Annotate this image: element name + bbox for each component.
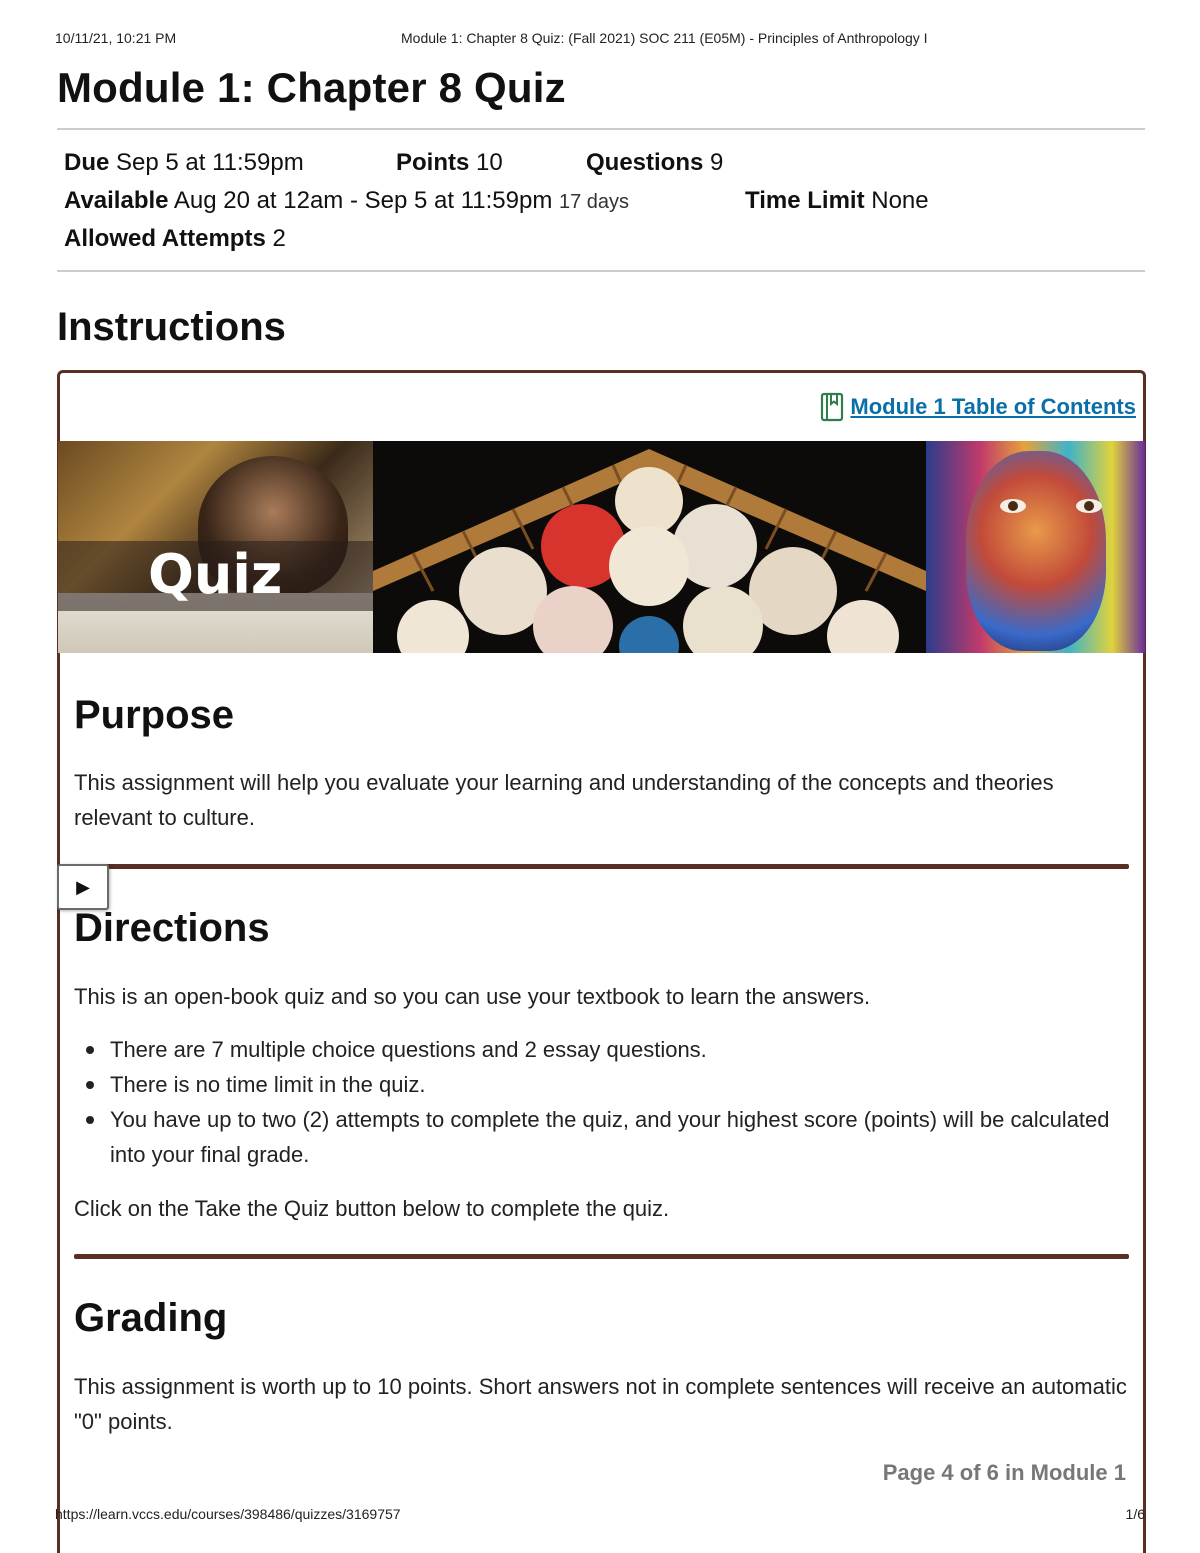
banner-photo-artisan (58, 441, 373, 653)
toc-link-label: Module 1 Table of Contents (850, 394, 1136, 419)
attempts-value: 2 (272, 225, 286, 252)
list-item: You have up to two (2) attempts to complete the quiz, and your highest score (points) will be calculated into your final grade. (74, 1102, 1134, 1172)
banner-photo-umbrellas (373, 441, 926, 653)
directions-list (74, 1032, 1134, 1172)
banner-photo-painted-face (926, 441, 1145, 653)
play-triangle-icon: ▶ (76, 876, 90, 897)
purpose-heading: Purpose (74, 693, 235, 737)
quiz-banner (58, 441, 1145, 653)
print-footer (55, 1506, 1145, 1526)
toc-link[interactable] (820, 392, 1136, 422)
page-title: Module 1: Chapter 8 Quiz (57, 64, 566, 111)
banner-quiz-label: Quiz (148, 543, 283, 606)
directions-intro: This is an open-book quiz and so you can use your textbook to learn the answers. (74, 984, 871, 1009)
print-page-number: 1/6 (1125, 1506, 1145, 1522)
points-label: Points (396, 149, 470, 176)
grading-text: This assignment is worth up to 10 points. Short answers not in complete sentences will receive an automatic "0" points. (74, 1374, 1127, 1434)
available-value: Aug 20 at 12am - Sep 5 at 11:59pm (173, 187, 553, 214)
available-label: Available (64, 187, 169, 214)
module-pagination: Page 4 of 6 in Module 1 (882, 1460, 1126, 1485)
questions-value: 9 (710, 149, 724, 176)
print-doc-title: Module 1: Chapter 8 Quiz: (Fall 2021) SOC 211 (E05M) - Principles of Anthropology I (401, 30, 928, 46)
expand-toggle-button[interactable] (57, 864, 109, 910)
due-value: Sep 5 at 11:59pm (116, 149, 304, 176)
print-url: https://learn.vccs.edu/courses/398486/quizzes/3169757 (55, 1506, 401, 1522)
purpose-text: This assignment will help you evaluate your learning and understanding of the concepts and theories relevant to culture. (74, 770, 1054, 830)
header-rule-bottom (57, 270, 1145, 272)
available-duration: 17 days (558, 191, 630, 213)
book-icon (820, 392, 844, 422)
time-limit-label: Time Limit (745, 187, 865, 214)
time-limit-value: None (871, 187, 929, 214)
directions-closing: Click on the Take the Quiz button below to complete the quiz. (74, 1196, 670, 1221)
points-value: 10 (476, 149, 503, 176)
list-item: There are 7 multiple choice questions and 2 essay questions. (74, 1032, 1134, 1067)
questions-label: Questions (586, 149, 704, 176)
print-datetime: 10/11/21, 10:21 PM (55, 30, 177, 46)
header-rule-top (57, 128, 1145, 130)
attempts-label: Allowed Attempts (64, 225, 266, 252)
section-divider (74, 864, 1129, 869)
directions-heading: Directions (74, 906, 270, 950)
list-item: There is no time limit in the quiz. (74, 1067, 1134, 1102)
section-divider (74, 1254, 1129, 1259)
due-label: Due (64, 149, 110, 176)
print-header (55, 30, 1145, 50)
instructions-heading: Instructions (57, 305, 286, 349)
grading-heading: Grading (74, 1296, 228, 1340)
